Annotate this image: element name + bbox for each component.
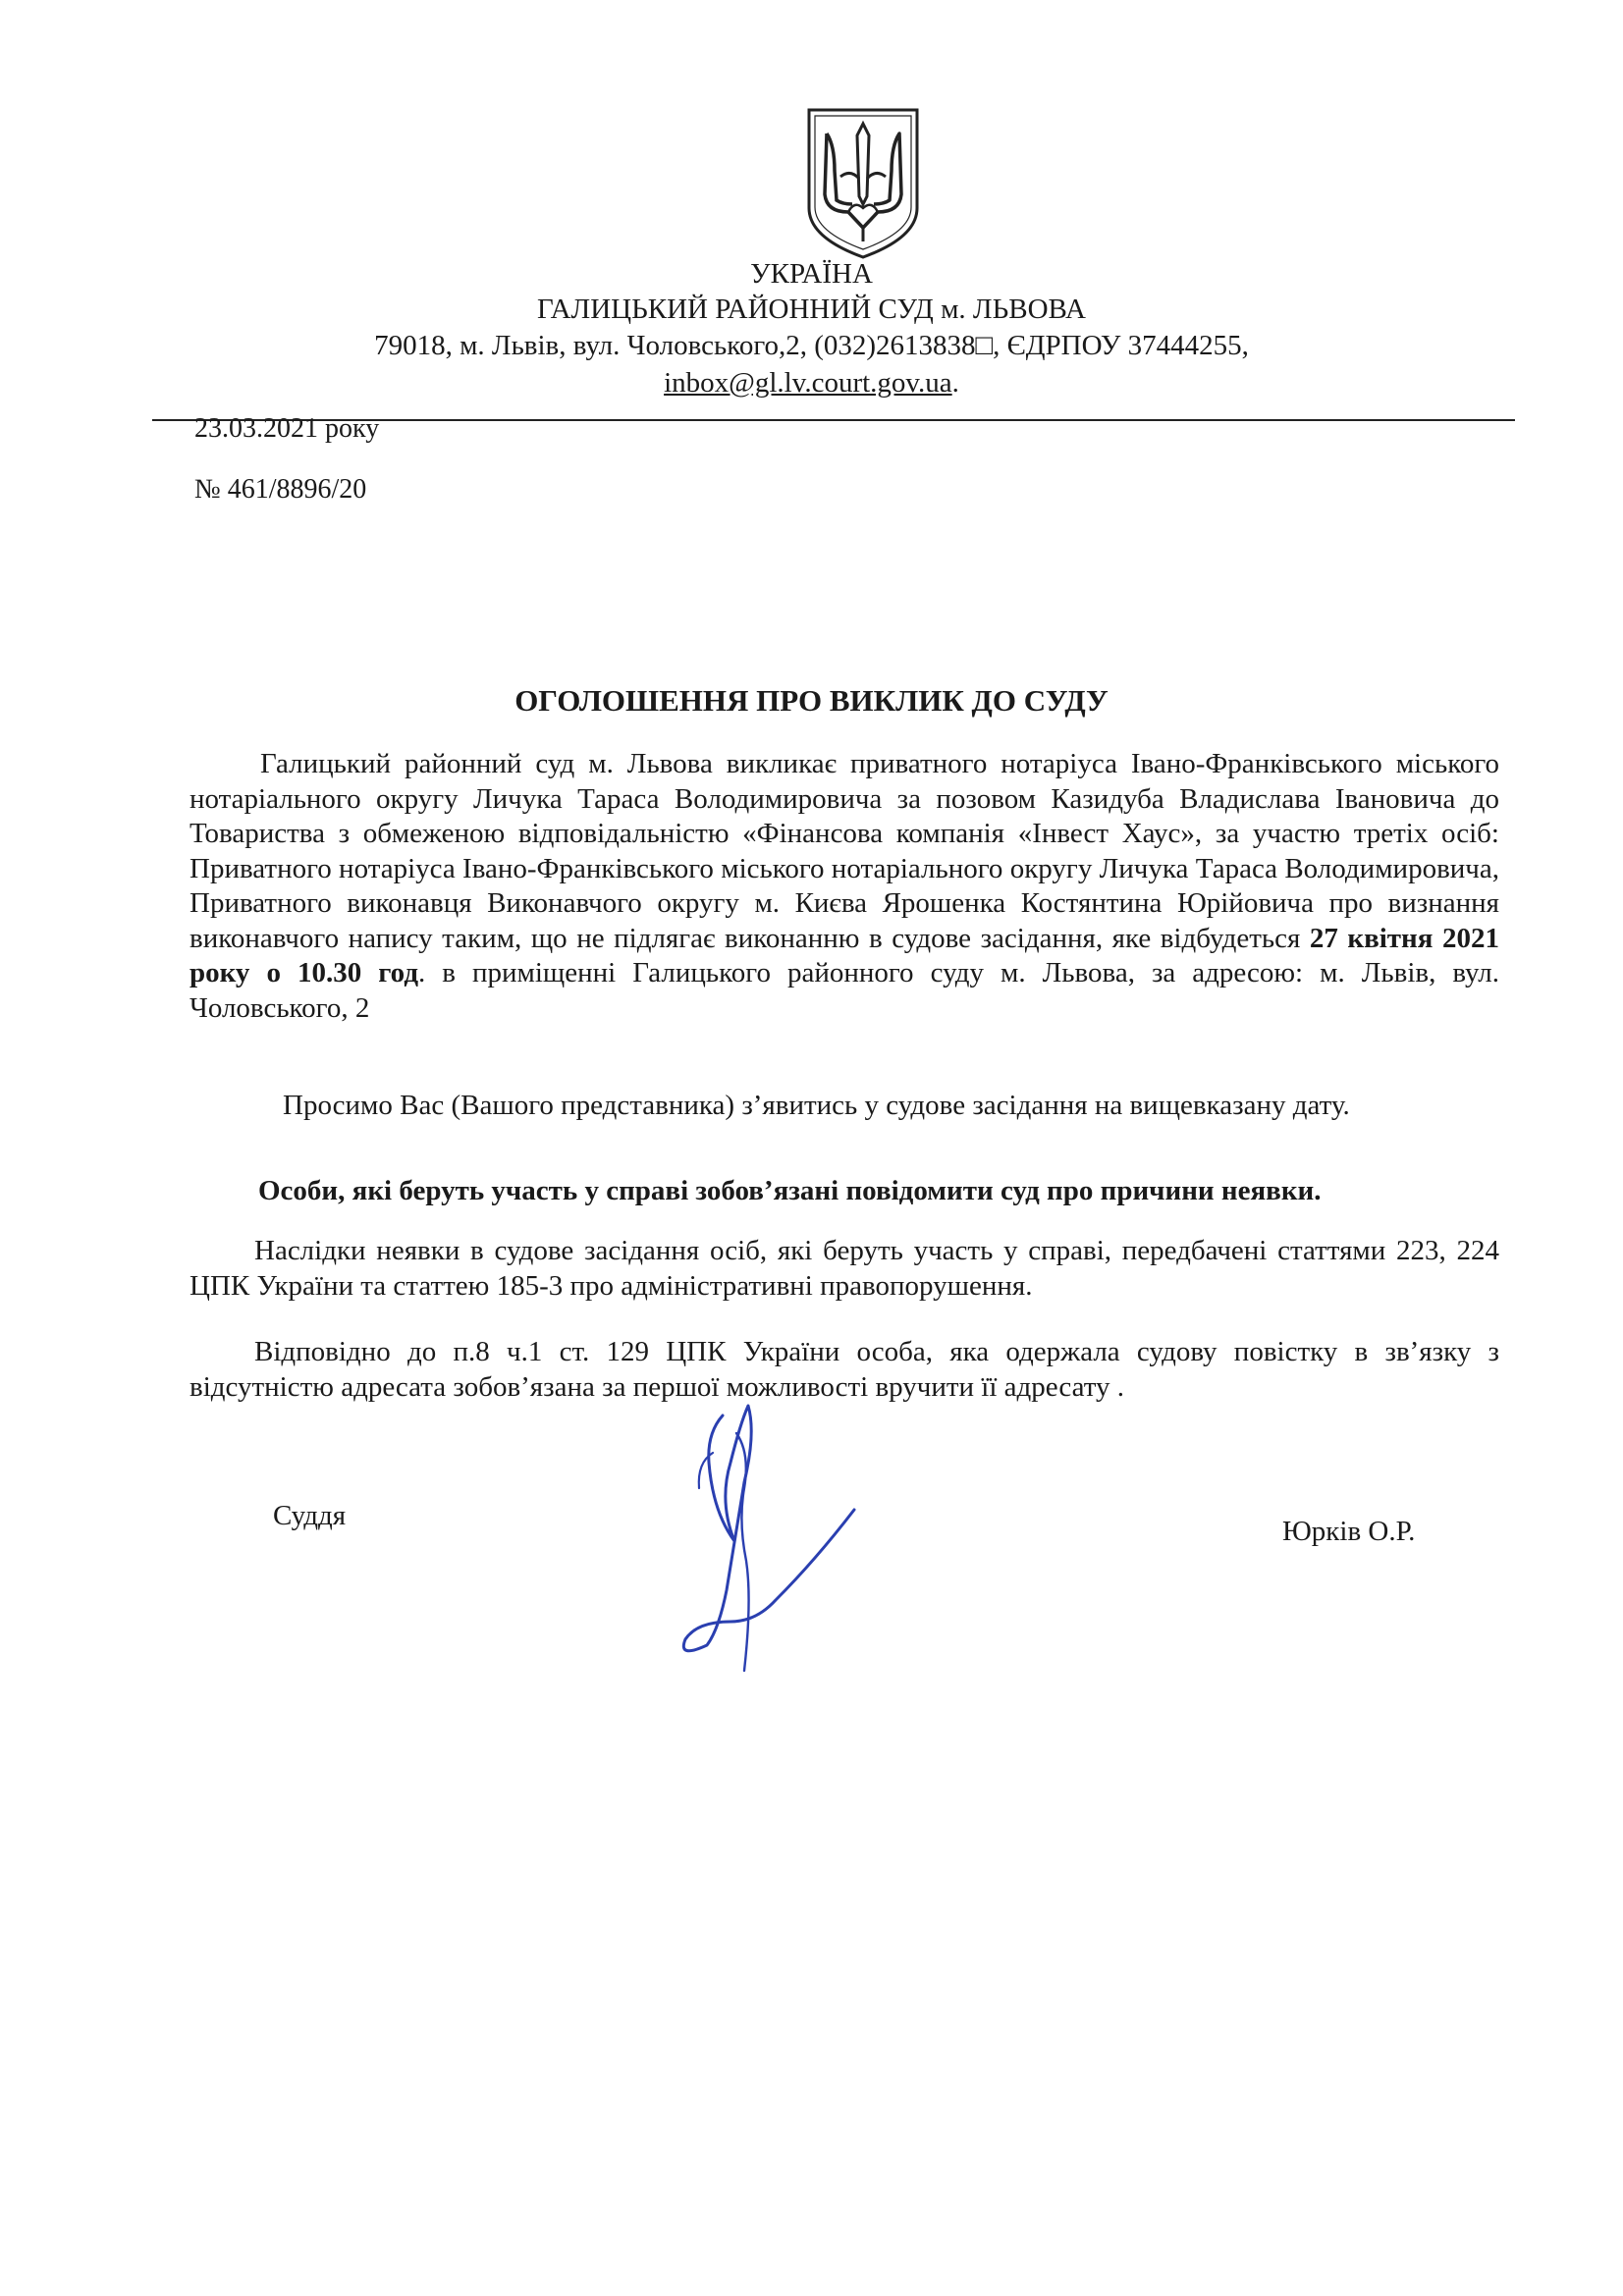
hearing-datetime: 27 квітня 2021 року о 10.30 год (189, 922, 1499, 988)
summons-location: . в приміщенні Галицького районного суду м. Львова, за адресою: м. Львів, вул. Чоловського, 2 (189, 957, 1499, 1024)
signatory-name: Юрків О.Р. (1282, 1516, 1416, 1547)
trident-emblem-icon (805, 106, 921, 261)
case-number: № 461/8896/20 (194, 474, 367, 505)
document-title: ОГОЛОШЕННЯ ПРО ВИКЛИК ДО СУДУ (514, 683, 1109, 718)
paragraph-obligation: Особи, які беруть участь у справі зобов’язані повідомити суд про причини неявки. (258, 1175, 1322, 1206)
header-email-line (0, 366, 1623, 400)
header-court-name: ГАЛИЦЬКИЙ РАЙОННИЙ СУД м. ЛЬВОВА (536, 294, 1086, 325)
consequences-text: Наслідки неявки в судове засідання осіб, які беруть участь у справі, передбачені статтями 223, 224 ЦПК України та статтею 185-3 про адміністративні правопорушення. (189, 1235, 1499, 1302)
header-country: УКРАЇНА (750, 258, 873, 290)
handwritten-signature-icon (628, 1394, 864, 1688)
header-email-suffix: . (951, 367, 959, 399)
paragraph-summons (189, 747, 1499, 1026)
paragraph-request (189, 1089, 1499, 1124)
paragraph-consequences (189, 1234, 1499, 1304)
header-email[interactable]: inbox@gl.lv.court.gov.ua (664, 367, 952, 399)
request-text: Просимо Вас (Вашого представника) з’явитись у судове засідання на вищевказану дату. (283, 1090, 1350, 1121)
summons-text: Галицький районний суд м. Львова викликає приватного нотаріуса Івано-Франківського міського нотаріального округу Личука Тараса Володимировича за позовом Казидуба Владислава Івановича до Товариства з обмеженою відповідальністю «Фінансова компанія «Інвест Хаус», за участю третіх осіб: Приватного нотаріуса Івано-Франківського міського нотаріального округу Личука Тараса Володимировича, Приватного виконавця Виконавчого округу м. Києва Ярошенка Костянтина Юрійовича про визнання виконавчого напису таким, що не підлягає виконанню в судове засідання, яке відбудеться (189, 748, 1499, 954)
signatory-role: Суддя (273, 1500, 347, 1531)
delivery-text: Відповідно до п.8 ч.1 ст. 129 ЦПК України особа, яка одержала судову повістку в зв’язку з відсутністю адресата зобов’язана за першої можливості вручити її адресату . (189, 1336, 1499, 1403)
document-date: 23.03.2021 року (194, 413, 380, 444)
header-address: 79018, м. Львів, вул. Чоловського,2, (032)2613838□, ЄДРПОУ 37444255, (374, 330, 1249, 361)
